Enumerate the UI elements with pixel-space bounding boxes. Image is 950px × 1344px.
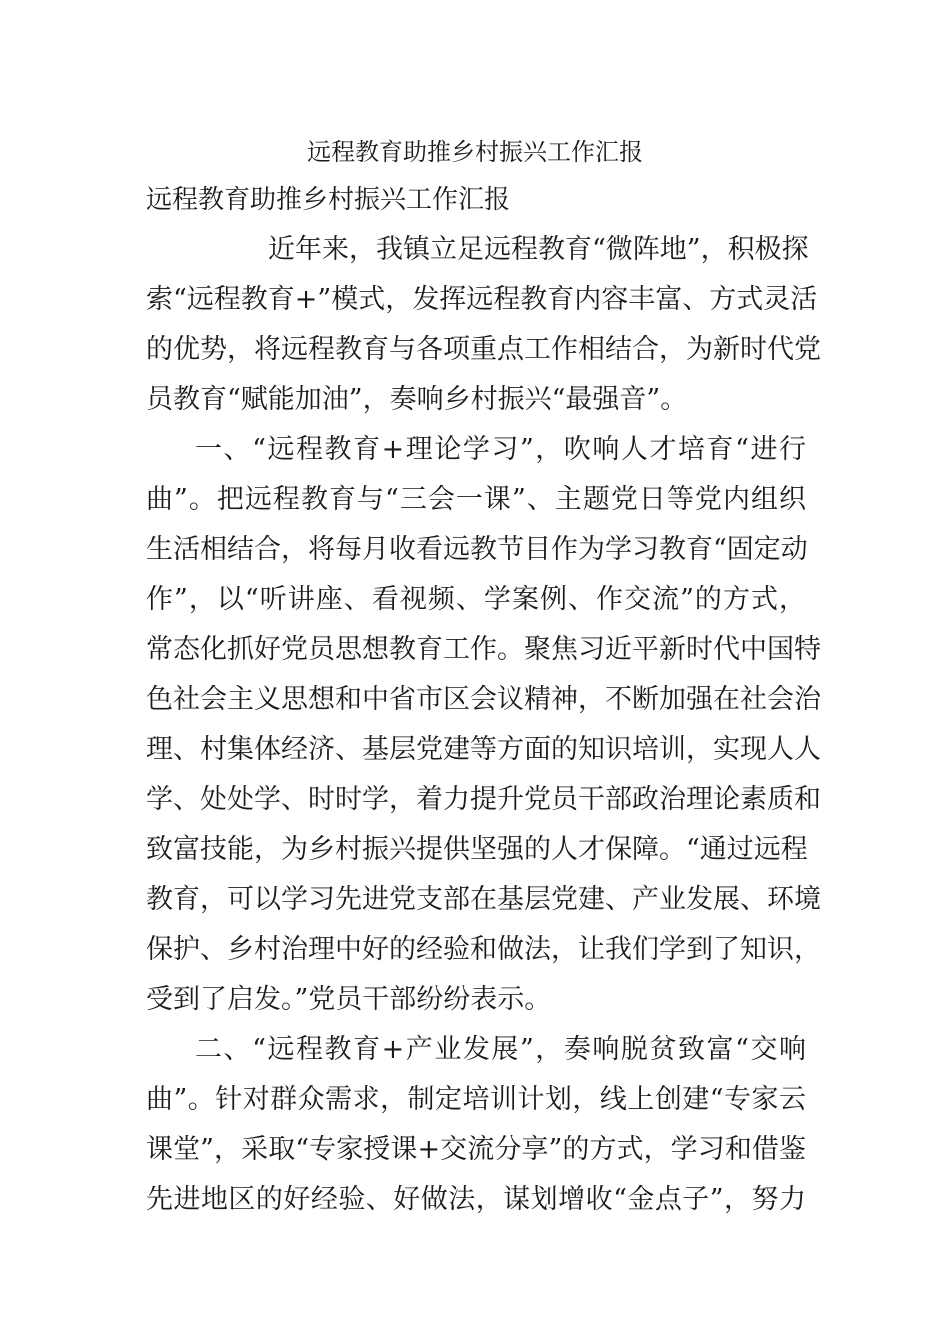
paragraph-line: 员教育“赋能加油”，奏响乡村振兴“最强音”。 <box>146 384 688 415</box>
paragraph-line: 色社会主义思想和中省市区会议精神，不断加强在社会治 <box>146 684 821 715</box>
paragraph-line: 的优势，将远程教育与各项重点工作相结合，为新时代党 <box>146 334 821 365</box>
paragraph-line: 二、“远程教育+产业发展”，奏响脱贫致富“交响 <box>195 1034 806 1065</box>
paragraph-line: 保护、乡村治理中好的经验和做法，让我们学到了知识， <box>146 934 821 965</box>
paragraph-line: 先进地区的好经验、好做法，谋划增收“金点子”，努力 <box>146 1184 806 1215</box>
paragraph-line: 生活相结合，将每月收看远教节目作为学习教育“固定动 <box>146 534 808 565</box>
paragraph-line: 致富技能，为乡村振兴提供坚强的人才保障。“通过远程 <box>146 834 808 865</box>
paragraph-line: 索“远程教育+”模式，发挥远程教育内容丰富、方式灵活 <box>146 284 818 315</box>
paragraph-line: 受到了启发。”党员干部纷纷表示。 <box>146 984 552 1015</box>
paragraph-line: 教育，可以学习先进党支部在基层党建、产业发展、环境 <box>146 884 821 915</box>
paragraph-line: 课堂”，采取“专家授课+交流分享”的方式，学习和借鉴 <box>146 1134 806 1165</box>
paragraph-line: 常态化抓好党员思想教育工作。聚焦习近平新时代中国特 <box>146 634 821 665</box>
paragraph-line: 一、“远程教育+理论学习”，吹响人才培育“进行 <box>195 434 806 465</box>
paragraph-line: 近年来，我镇立足远程教育“微阵地”，积极探 <box>268 234 809 265</box>
document-title: 远程教育助推乡村振兴工作汇报 <box>307 138 643 166</box>
paragraph-line: 曲”。把远程教育与“三会一课”、主题党日等党内组织 <box>146 484 806 515</box>
paragraph-line: 理、村集体经济、基层党建等方面的知识培训，实现人人 <box>146 734 821 765</box>
paragraph-line: 学、处处学、时时学，着力提升党员干部政治理论素质和 <box>146 784 821 815</box>
paragraph-line: 曲”。针对群众需求，制定培训计划，线上创建“专家云 <box>146 1084 806 1115</box>
document-subtitle: 远程教育助推乡村振兴工作汇报 <box>146 185 511 215</box>
paragraph-line: 作”，以“听讲座、看视频、学案例、作交流”的方式， <box>146 584 806 615</box>
